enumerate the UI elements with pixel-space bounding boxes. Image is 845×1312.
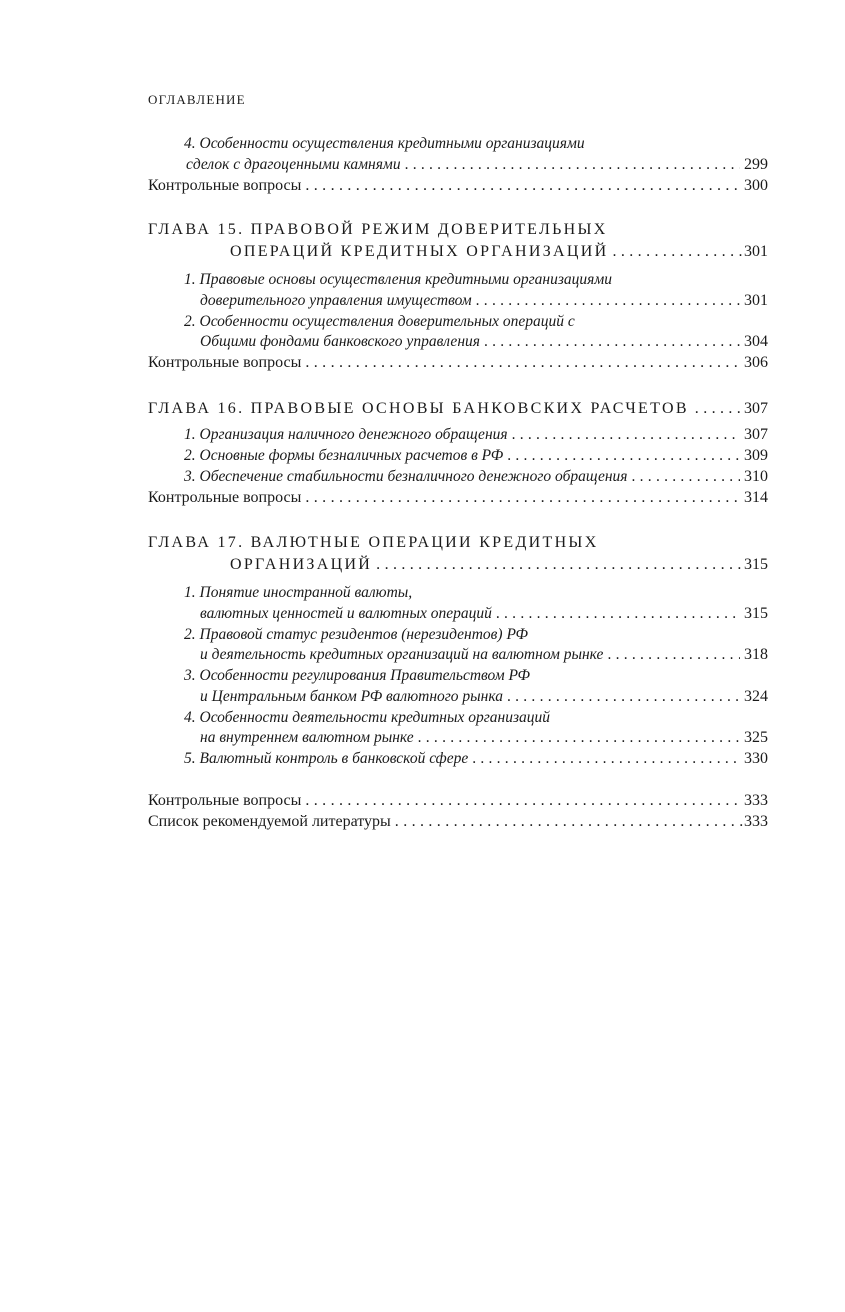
page-number: 324 bbox=[744, 688, 768, 705]
page-number: 301 bbox=[744, 243, 768, 260]
toc-review-questions[interactable]: Контрольные вопросы . . . 314 bbox=[148, 487, 768, 508]
page-number: 333 bbox=[744, 792, 768, 809]
page-number: 325 bbox=[744, 729, 768, 746]
toc-entry-line: 2. Правовой статус резидентов (нерезидентов) РФ bbox=[184, 626, 528, 643]
toc-entry-line: 4. Особенности деятельности кредитных организаций bbox=[184, 709, 550, 726]
toc-entry[interactable]: 3. Обеспечение стабильности безналичного денежного обращения . . . 310 bbox=[184, 466, 768, 487]
toc-entry-line: 4. Особенности осуществления кредитными организациями bbox=[184, 135, 585, 152]
page-number: 309 bbox=[744, 447, 768, 464]
toc-entry[interactable]: сделок с драгоценными камнями . . . 299 bbox=[186, 154, 768, 175]
toc-entry-line: 1. Правовые основы осуществления кредитными организациями bbox=[184, 271, 612, 288]
toc-entry-line: 1. Понятие иностранной валюты, bbox=[184, 584, 413, 601]
page-number: 307 bbox=[744, 426, 768, 443]
page-number: 314 bbox=[744, 489, 768, 506]
toc-review-questions[interactable]: Контрольные вопросы . . . 306 bbox=[148, 352, 768, 373]
chapter-15-title: ГЛАВА 15. ПРАВОВОЙ РЕЖИМ ДОВЕРИТЕЛЬНЫХ bbox=[148, 221, 608, 238]
page-number: 304 bbox=[744, 333, 768, 350]
page-number: 299 bbox=[744, 156, 768, 173]
page-number: 315 bbox=[744, 605, 768, 622]
chapter-17-entry[interactable]: ОРГАНИЗАЦИЙ . . . 315 bbox=[230, 554, 768, 575]
toc-entry[interactable]: 5. Валютный контроль в банковской сфере . . . 330 bbox=[184, 748, 768, 769]
page-number: 306 bbox=[744, 354, 768, 371]
toc-entry[interactable]: 1. Организация наличного денежного обращения . . . 307 bbox=[184, 424, 768, 445]
toc-bibliography[interactable]: Список рекомендуемой литературы . . . 333 bbox=[148, 811, 768, 832]
chapter-17-title: ГЛАВА 17. ВАЛЮТНЫЕ ОПЕРАЦИИ КРЕДИТНЫХ bbox=[148, 534, 599, 551]
toc-entry-line: 3. Особенности регулирования Правительством РФ bbox=[184, 667, 530, 684]
toc-review-questions[interactable]: Контрольные вопросы . . . 333 bbox=[148, 790, 768, 811]
running-head: ОГЛАВЛЕНИЕ bbox=[148, 92, 246, 107]
page-number: 315 bbox=[744, 556, 768, 573]
toc-entry[interactable]: доверительного управления имуществом . . . 301 bbox=[200, 290, 768, 311]
page-number: 318 bbox=[744, 646, 768, 663]
toc-entry[interactable]: и Центральным банком РФ валютного рынка . . . 324 bbox=[200, 686, 768, 707]
toc-entry[interactable]: валютных ценностей и валютных операций . . . 315 bbox=[200, 603, 768, 624]
page-number: 301 bbox=[744, 292, 768, 309]
page-number: 300 bbox=[744, 177, 768, 194]
toc-entry[interactable]: на внутреннем валютном рынке . . . 325 bbox=[200, 727, 768, 748]
toc-entry[interactable]: и деятельность кредитных организаций на валютном рынке . . . 318 bbox=[200, 644, 768, 665]
chapter-16-entry[interactable]: ГЛАВА 16. ПРАВОВЫЕ ОСНОВЫ БАНКОВСКИХ РАСЧЕТОВ . . . 307 bbox=[148, 398, 768, 419]
toc-entry[interactable]: 2. Основные формы безналичных расчетов в РФ . . . 309 bbox=[184, 445, 768, 466]
page-number: 310 bbox=[744, 468, 768, 485]
chapter-15-entry[interactable]: ОПЕРАЦИЙ КРЕДИТНЫХ ОРГАНИЗАЦИЙ . . . 301 bbox=[230, 241, 768, 262]
page-number: 307 bbox=[744, 400, 768, 417]
toc-entry-line: 2. Особенности осуществления доверительных операций с bbox=[184, 313, 575, 330]
page-number: 333 bbox=[744, 813, 768, 830]
page-number: 330 bbox=[744, 750, 768, 767]
toc-review-questions[interactable]: Контрольные вопросы . . . 300 bbox=[148, 175, 768, 196]
toc-entry[interactable]: Общими фондами банковского управления . . . 304 bbox=[200, 331, 768, 352]
